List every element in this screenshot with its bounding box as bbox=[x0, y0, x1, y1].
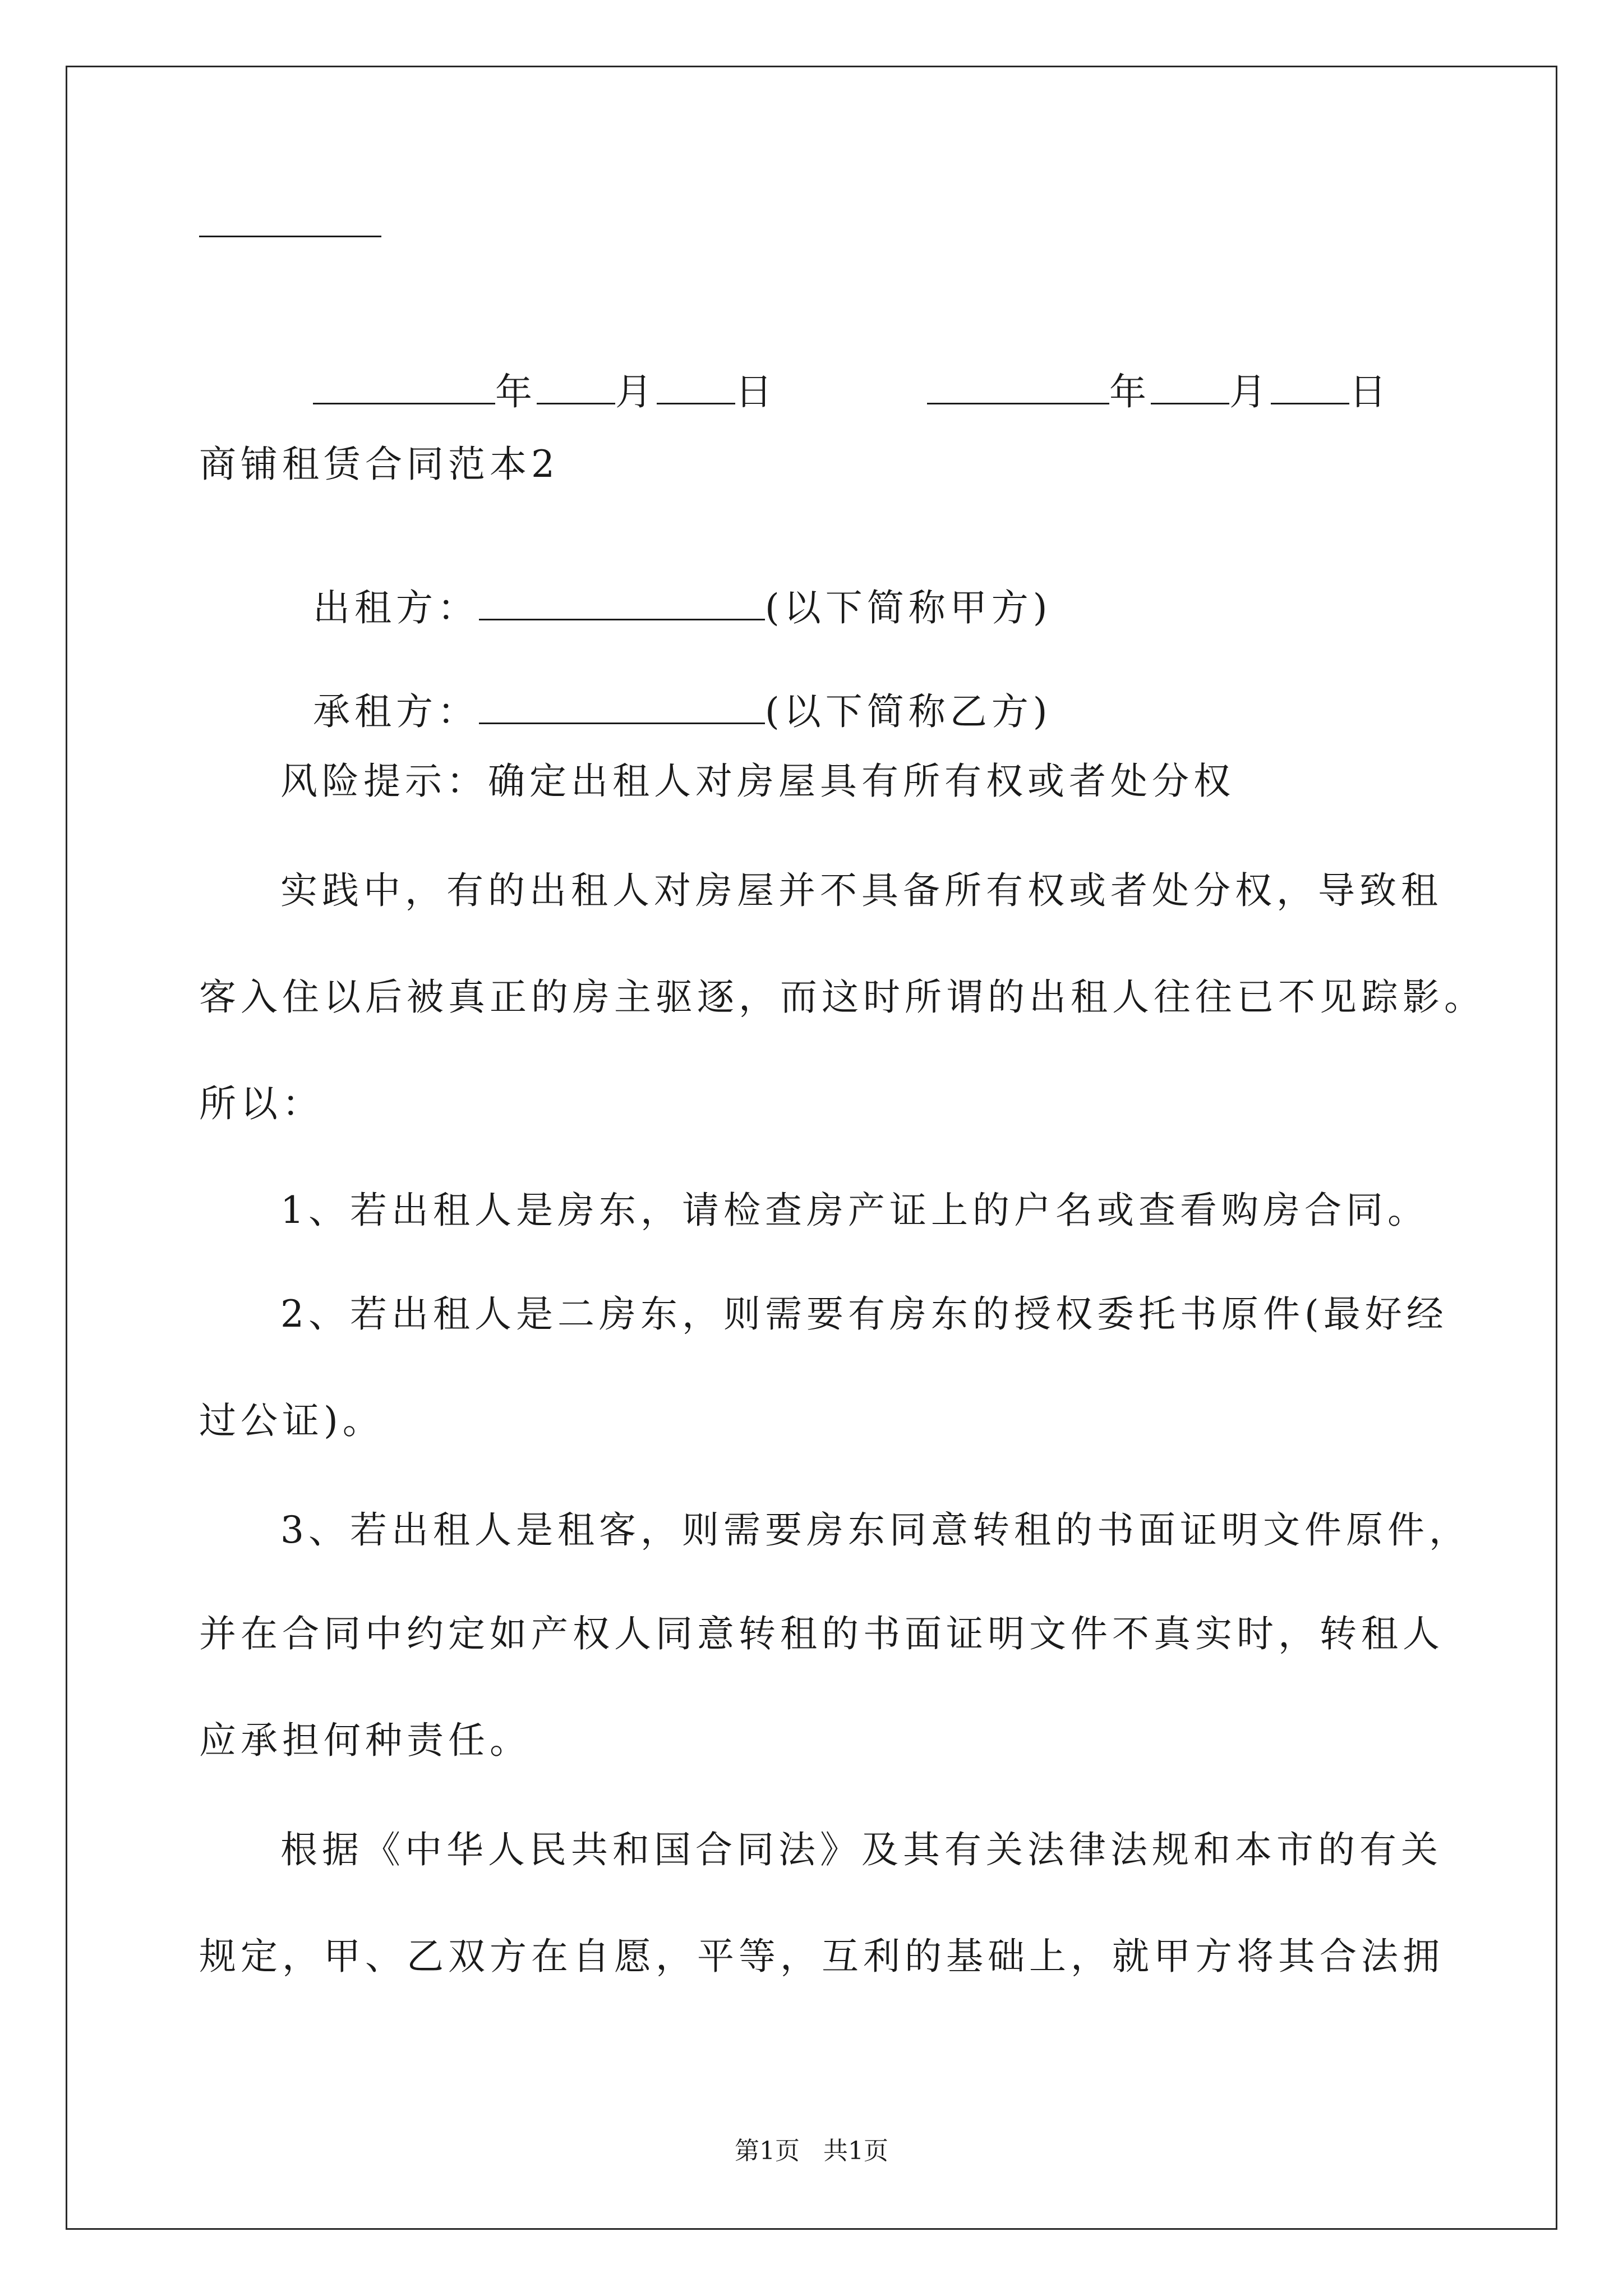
date-line-right bbox=[895, 337, 1391, 411]
month-blank-right bbox=[1151, 374, 1229, 404]
year-label-right: 年 bbox=[1109, 370, 1151, 413]
year-blank-right bbox=[927, 374, 1109, 404]
lessee-blank bbox=[479, 693, 765, 724]
para1-line2: 客入住以后被真正的房主驱逐，而这时所谓的出租人往往已不见踪影。 bbox=[199, 976, 1486, 1019]
item3-line2: 并在合同中约定如产权人同意转租的书面证明文件不真实时，转租人 bbox=[199, 1612, 1444, 1655]
lessee-suffix: (以下简称乙方) bbox=[764, 690, 1052, 733]
year-label-left: 年 bbox=[495, 370, 537, 413]
lessor-blank bbox=[479, 590, 765, 620]
lessee-line bbox=[280, 656, 1052, 733]
lessor-label: 出租方： bbox=[312, 586, 479, 629]
item3-line3: 应承担何种责任。 bbox=[199, 1719, 531, 1762]
lessor-line bbox=[280, 553, 1052, 627]
para2-line2: 规定，甲、乙双方在自愿，平等，互利的基础上，就甲方将其合法拥 bbox=[199, 1935, 1444, 1978]
day-blank-left bbox=[657, 374, 735, 404]
month-label-right: 月 bbox=[1229, 370, 1271, 413]
month-label-left: 月 bbox=[615, 370, 657, 413]
para1-line1: 实践中，有的出租人对房屋并不具备所有权或者处分权，导致租 bbox=[280, 869, 1442, 912]
month-blank-left bbox=[537, 374, 615, 404]
item2-line1: 2、若出租人是二房东，则需要有房东的授权委托书原件(最好经 bbox=[280, 1292, 1448, 1336]
signature-blank-top bbox=[199, 236, 381, 237]
day-blank-right bbox=[1271, 374, 1349, 404]
day-label-left: 日 bbox=[735, 370, 777, 413]
page-footer: 第1页 共1页 bbox=[735, 2137, 888, 2165]
lessor-suffix: (以下简称甲方) bbox=[764, 586, 1052, 629]
para1-line3: 所以： bbox=[199, 1082, 324, 1125]
risk-tip: 风险提示：确定出租人对房屋具有所有权或者处分权 bbox=[280, 760, 1235, 803]
item2-line2: 过公证)。 bbox=[199, 1399, 384, 1442]
lessee-label: 承租方： bbox=[312, 690, 479, 733]
section-title: 商铺租赁合同范本2 bbox=[199, 443, 559, 486]
item1: 1、若出租人是房东，请检查房产证上的户名或查看购房合同。 bbox=[280, 1189, 1429, 1232]
item3-line1: 3、若出租人是租客，则需要房东同意转租的书面证明文件原件， bbox=[280, 1508, 1470, 1552]
para2-line1: 根据《中华人民共和国合同法》及其有关法律法规和本市的有关 bbox=[280, 1828, 1442, 1871]
date-line bbox=[280, 337, 777, 411]
day-label-right: 日 bbox=[1349, 370, 1391, 413]
year-blank-left bbox=[313, 374, 495, 404]
